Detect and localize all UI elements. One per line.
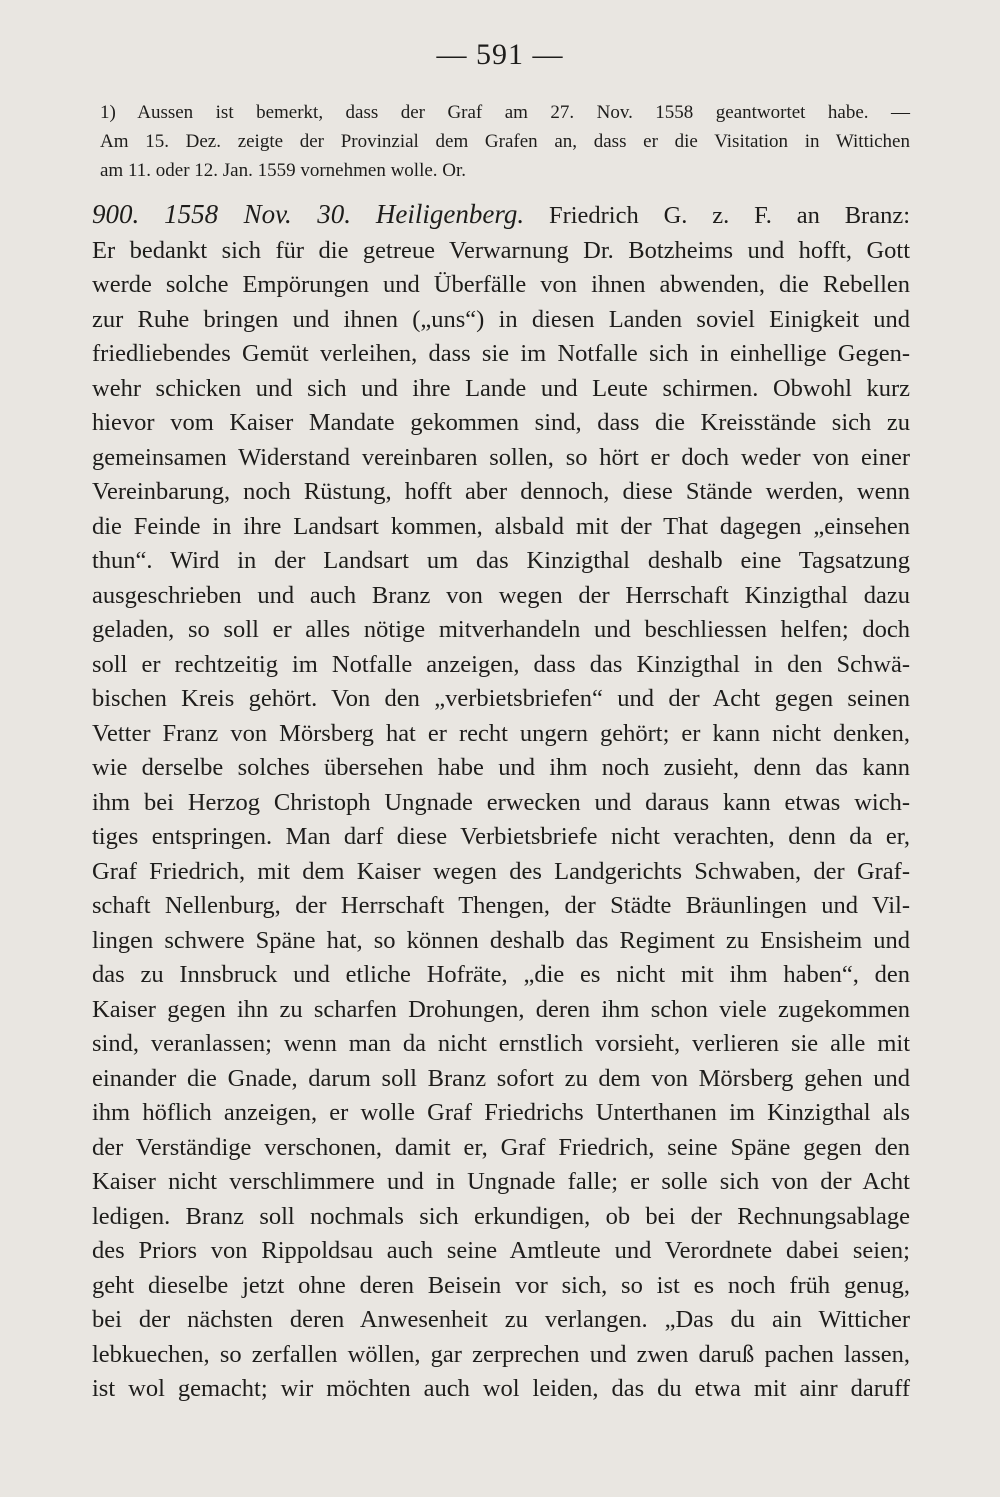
text-line: friedliebendes Gemüt verleihen, dass sie im Notfalle sich in einhellige Gegen- bbox=[92, 340, 910, 367]
text-line: Vetter Franz von Mörsberg hat er recht ungern gehört; er kann nicht denken, bbox=[92, 719, 910, 747]
text-line: zur Ruhe bringen und ihnen („uns“) in diesen Landen soviel Einigkeit und bbox=[92, 305, 910, 333]
text-line: hievor vom Kaiser Mandate gekommen sind, dass die Kreisstände sich zu bbox=[92, 409, 910, 436]
text-line: geladen, so soll er alles nötige mitverhandeln und beschliessen helfen; doch bbox=[92, 616, 910, 643]
entry-date: 1558 Nov. 30. bbox=[164, 199, 352, 229]
text-line: wie derselbe solches übersehen habe und ihm noch zusieht, denn das kann bbox=[92, 754, 910, 781]
text-line: die Feinde in ihre Landsart kommen, alsbald mit der That dagegen „einsehen bbox=[92, 512, 910, 540]
text-line: sind, veranlassen; wenn man da nicht ernstlich vorsieht, verlieren sie alle mit bbox=[92, 1030, 910, 1057]
entry-place: Heiligenberg. bbox=[375, 199, 525, 229]
page-number: — 591 — bbox=[436, 38, 564, 71]
text-line: das zu Innsbruck und etliche Hofräte, „die es nicht mit ihm haben“, den bbox=[92, 961, 910, 988]
entry-number: 900. bbox=[92, 199, 140, 229]
text-line: Graf Friedrich, mit dem Kaiser wegen des Landgerichts Schwaben, der Graf- bbox=[92, 857, 910, 885]
text-line: Vereinbarung, noch Rüstung, hofft aber dennoch, diese Stände werden, wenn bbox=[92, 478, 910, 505]
text-line: der Verständige verschonen, damit er, Graf Friedrich, seine Späne gegen den bbox=[92, 1133, 910, 1161]
footnote-line: 1) Aussen ist bemerkt, dass der Graf am 27. Nov. 1558 geantwortet habe. — bbox=[100, 102, 910, 123]
footnote bbox=[100, 98, 910, 185]
text-line: werde solche Empörungen und Überfälle von ihnen abwenden, die Rebellen bbox=[92, 271, 910, 298]
text-line: ihm höflich anzeigen, er wolle Graf Friedrichs Unterthanen im Kinzigthal als bbox=[92, 1099, 910, 1126]
text-line: des Priors von Rippoldsau auch seine Amtleute und Verordnete dabei seien; bbox=[92, 1237, 910, 1264]
text-line: Kaiser nicht verschlimmere und in Ungnade falle; er solle sich von der Acht bbox=[92, 1168, 910, 1195]
text-line: ist wol gemacht; wir möchten auch wol leiden, das du etwa mit ainr daruff bbox=[92, 1375, 910, 1402]
text-line: ledigen. Branz soll nochmals sich erkundigen, ob bei der Rechnungsablage bbox=[92, 1202, 910, 1230]
text-line: tiges entspringen. Man darf diese Verbietsbriefe nicht verachten, denn da er, bbox=[92, 823, 910, 850]
text-line: geht dieselbe jetzt ohne deren Beisein vor sich, so ist es noch früh genug, bbox=[92, 1271, 910, 1299]
footnote-line: am 11. oder 12. Jan. 1559 vornehmen wolle. Or. bbox=[100, 160, 467, 181]
entry-text bbox=[92, 197, 910, 1407]
footnote-line: Am 15. Dez. zeigte der Provinzial dem Grafen an, dass er die Visitation in Wittichen bbox=[100, 131, 910, 152]
text-line: bei der nächsten deren Anwesenheit zu verlangen. „Das du ain Witticher bbox=[92, 1306, 910, 1333]
text-line: bischen Kreis gehört. Von den „verbietsbriefen“ und der Acht gegen seinen bbox=[92, 685, 910, 712]
text-line: ausgeschrieben und auch Branz von wegen der Herrschaft Kinzigthal dazu bbox=[92, 581, 910, 609]
text-line: lingen schwere Späne hat, so können deshalb das Regiment zu Ensisheim und bbox=[92, 926, 910, 954]
text-line: soll er rechtzeitig im Notfalle anzeigen, dass das Kinzigthal in den Schwä- bbox=[92, 650, 910, 678]
entry-heading bbox=[92, 197, 910, 234]
text-line: gemeinsamen Widerstand vereinbaren sollen, so hört er doch weder von einer bbox=[92, 443, 910, 471]
entry-heading-rest: Friedrich G. z. F. an Branz: bbox=[548, 202, 910, 229]
text-line: thun“. Wird in der Landsart um das Kinzigthal deshalb eine Tagsatzung bbox=[92, 547, 910, 574]
text-line: ihm bei Herzog Christoph Ungnade erwecken und daraus kann etwas wich- bbox=[92, 788, 910, 816]
text-line: einander die Gnade, darum soll Branz sofort zu dem von Mörsberg gehen und bbox=[92, 1064, 910, 1092]
text-line: Kaiser gegen ihn zu scharfen Drohungen, deren ihm schon viele zugekommen bbox=[92, 995, 910, 1023]
text-line: schaft Nellenburg, der Herrschaft Thengen, der Städte Bräunlingen und Vil- bbox=[92, 892, 910, 919]
text-line: wehr schicken und sich und ihre Lande und Leute schirmen. Obwohl kurz bbox=[92, 374, 910, 402]
text-line: lebkuechen, so zerfallen wöllen, gar zerprechen und zwen daruß pachen lassen, bbox=[92, 1340, 910, 1368]
text-line: Er bedankt sich für die getreue Verwarnung Dr. Botzheims und hofft, Gott bbox=[92, 236, 910, 264]
